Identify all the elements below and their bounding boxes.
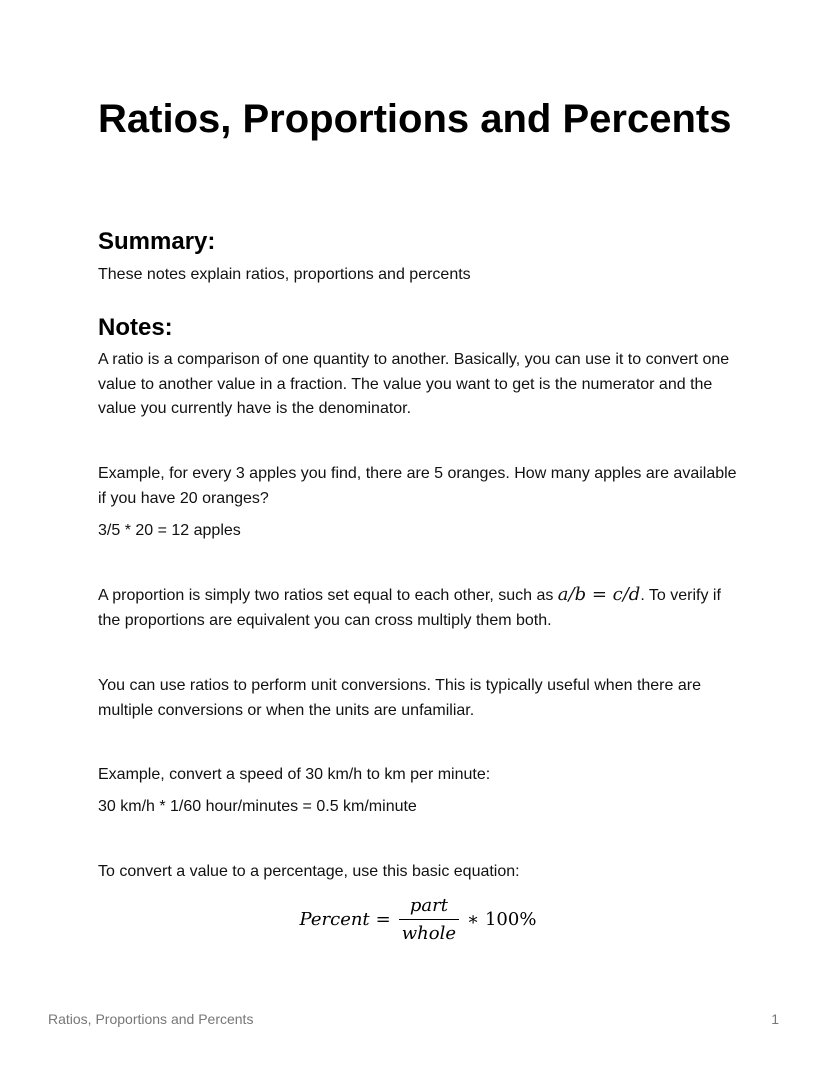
notes-paragraph-proportion xyxy=(98,583,738,633)
equation-equals: = xyxy=(375,909,391,930)
notes-paragraph-unit-conversions: You can use ratios to perform unit conversions. This is typically useful when there are multiple conversions or when the units are unfamiliar. xyxy=(98,677,701,719)
proportion-formula: a/b = c/d xyxy=(557,584,641,605)
notes-paragraph-apples-example: Example, for every 3 apples you find, there are 5 oranges. How many apples are available if you have 20 oranges? xyxy=(98,465,737,507)
summary-text: These notes explain ratios, proportions and percents xyxy=(98,266,471,283)
proportion-text-before: A proportion is simply two ratios set equal to each other, such as xyxy=(98,587,558,604)
notes-paragraph-percent-intro: To convert a value to a percentage, use this basic equation: xyxy=(98,863,520,880)
proportion-text-after: . To verify if the proportions are equivalent you can cross multiply them both. xyxy=(98,587,721,629)
notes-paragraph-ratio: A ratio is a comparison of one quantity to another. Basically, you can use it to convert one value to another value in a fraction. The value you want to get is the numerator and the value you currently have is the denominator. xyxy=(98,351,730,417)
equation-lhs: Percent xyxy=(299,909,370,930)
page-title: Ratios, Proportions and Percents xyxy=(98,97,732,141)
equation-denominator: whole xyxy=(401,923,457,944)
notes-paragraph-apples-result: 3/5 * 20 = 12 apples xyxy=(98,522,241,539)
notes-paragraph-speed-result: 30 km/h * 1/60 hour/minutes = 0.5 km/minute xyxy=(98,798,417,815)
percent-equation xyxy=(98,895,738,944)
equation-numerator: part xyxy=(409,895,448,916)
notes-paragraph-speed-example: Example, convert a speed of 30 km/h to km per minute: xyxy=(98,766,491,783)
footer-title: Ratios, Proportions and Percents xyxy=(48,1011,254,1027)
equation-fraction xyxy=(399,895,459,944)
notes-heading: Notes: xyxy=(98,314,173,341)
summary-heading: Summary: xyxy=(98,228,216,255)
equation-multiplier: ∗ 100% xyxy=(467,909,537,930)
footer-page-number: 1 xyxy=(771,1011,779,1027)
